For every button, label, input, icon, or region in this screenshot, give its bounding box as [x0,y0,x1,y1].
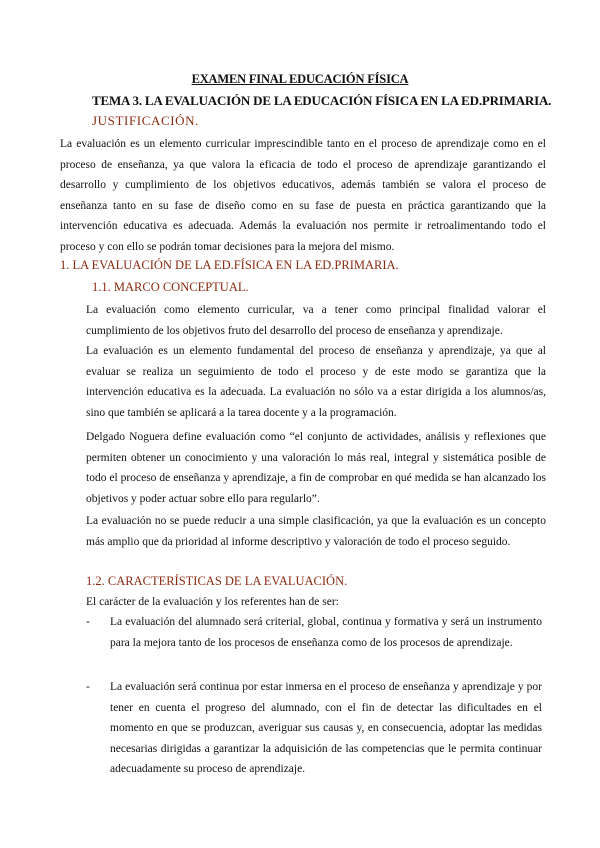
justification-heading: JUSTIFICACIÓN. [92,113,199,128]
section-1-2-heading: 1.2. CARACTERÍSTICAS DE LA EVALUACIÓN. [86,574,348,588]
marco-paragraph-2: La evaluación es un elemento fundamental del proceso de enseñanza y aprendizaje, ya que al evaluar se realiza un seguimiento de todo el proceso y de este modo se garantiza que la intervención educativa es la adecuada. La evaluación no sólo va a estar dirigida a los alumnos/as, sino que también se aplicará a la tarea docente y a la programación. [86,345,546,419]
justification-paragraph: La evaluación es un elemento curricular imprescindible tanto en el proceso de aprendizaje como en el proceso de enseñanza, ya que valora la eficacia de todo el proceso de aprendizaje garantizando el desarrollo y cumplimiento de los objetivos educativos, además también se valora el proceso de enseñanza tanto en su fase de diseño como en su fase de puesta en práctica garantizando que la intervención educativa es adecuada. Además la evaluación nos permite ir retroalimentando todo el proceso y con ello se podrán tomar decisiones para la mejora del mismo. [60,138,546,253]
characteristics-intro: El carácter de la evaluación y los referentes han de ser: [86,596,339,608]
section-1-heading: 1. LA EVALUACIÓN DE LA ED.FÍSICA EN LA ED.PRIMARIA. [60,258,399,272]
list-item [86,612,546,674]
list-item [86,677,546,781]
bullet-dash: - [86,616,90,628]
marco-paragraph-4: La evaluación no se puede reducir a una simple clasificación, ya que la evaluación es un concepto más amplio que da prioridad al informe descriptivo y valoración de todo el proceso seguido. [86,515,546,548]
list-item-text: La evaluación será continua por estar inmersa en el proceso de enseñanza y aprendizaje y por tener en cuenta el progreso del alumnado, con el fin de detectar las dificultades en el momento en que se produzcan, averiguar sus causas y, en consecuencia, adoptar las medidas necesarias dirigidas a garantizar la adquisición de las competencias que le permita continuar adecuadamente su proceso de aprendizaje. [110,681,542,775]
topic-heading: TEMA 3. LA EVALUACIÓN DE LA EDUCACIÓN FÍSICA EN LA ED.PRIMARIA. [92,93,552,108]
section-1-1-heading: 1.1. MARCO CONCEPTUAL. [92,280,249,294]
document-title: EXAMEN FINAL EDUCACIÓN FÍSICA [191,72,409,86]
bullet-dash: - [86,681,90,693]
list-item-text: La evaluación del alumnado será criterial, global, continua y formativa y será un instrumento para la mejora tanto de los procesos de enseñanza como de los procesos de aprendizaje. [110,616,542,649]
marco-paragraph-1: La evaluación como elemento curricular, va a tener como principal finalidad valorar el cumplimiento de los objetivos fruto del desarrollo del proceso de enseñanza y aprendizaje. [86,304,546,337]
marco-paragraph-3: Delgado Noguera define evaluación como “el conjunto de actividades, análisis y reflexiones que permiten obtener un conocimiento y una valoración lo más real, integral y sistemática posible de todo el proceso de enseñanza y aprendizaje, a fin de comprobar en qué medida se han alcanzado los objetivos y poder actuar sobre ello para regularlo”. [86,431,546,505]
